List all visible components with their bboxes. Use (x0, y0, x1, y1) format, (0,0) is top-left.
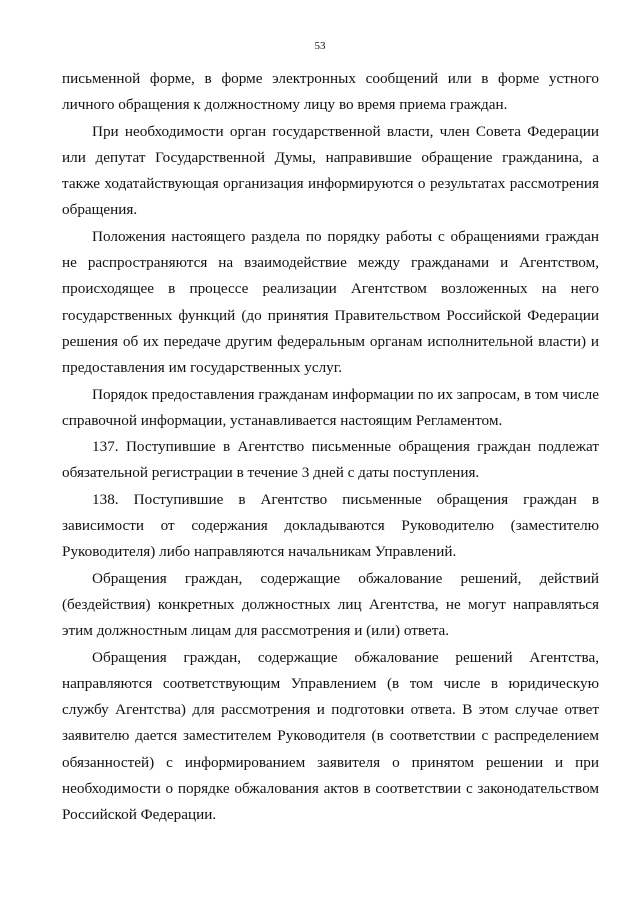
paragraph-notification: При необходимости орган государственной власти, член Совета Федерации или депутат Государственной Думы, направившие обращение гражданина, а также ходатайствующая организация информируются о результатах рассмотрения обращения. (62, 122, 599, 219)
paragraph-complaints-officials: Обращения граждан, содержащие обжалование решений, действий (бездействия) конкретных должностных лиц Агентства, не могут направляться этим должностным лицам для рассмотрения и (или) ответа. (62, 569, 599, 640)
paragraph-complaints-agency: Обращения граждан, содержащие обжалование решений Агентства, направляются соответствующим Управлением (в том числе в юридическую службу Агентства) для рассмотрения и подготовки ответа. В этом случае ответ заявителю дается заместителем Руководителя (в соответствии с распределением обязанностей) с информированием заявителя о принятом решении и при необходимости о порядке обжалования актов в соответствии с законодательством Российской Федерации. (62, 648, 599, 824)
paragraph-item-138: 138. Поступившие в Агентство письменные обращения граждан в зависимости от содержания докладываются Руководителю (заместителю Руководителя) либо направляются начальникам Управлений. (62, 490, 599, 561)
page-number: 53 (314, 40, 326, 52)
paragraph-section-scope: Положения настоящего раздела по порядку работы с обращениями граждан не распространяются на взаимодействие между гражданами и Агентством, происходящее в процессе реализации Агентством возложенных на него государственных функций (до принятия Правительством Российской Федерации решения об их передаче другим федеральным органам исполнительной власти) и предоставления им государственных услуг. (62, 227, 599, 377)
paragraph-continuation: письменной форме, в форме электронных сообщений или в форме устного личного обращения к должностному лицу во время приема граждан. (62, 70, 599, 114)
document-body (62, 66, 599, 829)
paragraph-item-137: 137. Поступившие в Агентство письменные обращения граждан подлежат обязательной регистрации в течение 3 дней с даты поступления. (62, 438, 599, 482)
paragraph-information-order: Порядок предоставления гражданам информации по их запросам, в том числе справочной информации, устанавливается настоящим Регламентом. (62, 385, 599, 429)
